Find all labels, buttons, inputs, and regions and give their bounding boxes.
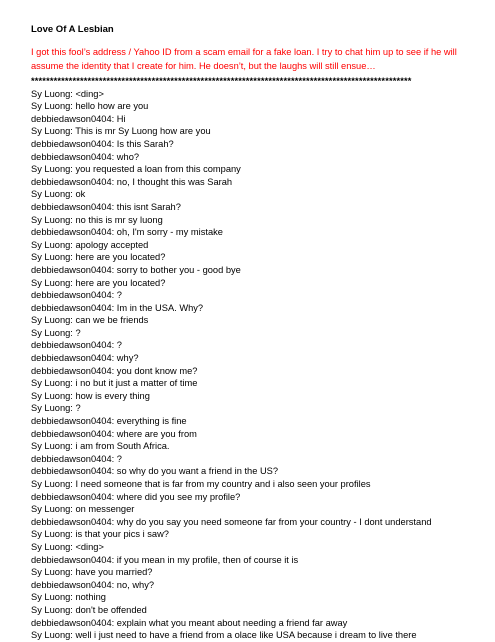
chat-line: Sy Luong: here are you located? <box>31 252 166 263</box>
document-title: Love Of A Lesbian <box>31 24 114 35</box>
chat-line: Sy Luong: can we be friends <box>31 315 149 326</box>
chat-line: debbiedawson0404: where are you from <box>31 428 197 439</box>
chat-line: Sy Luong: apology accepted <box>31 239 149 250</box>
chat-line: Sy Luong: i am from South Africa. <box>31 441 170 452</box>
chat-line: debbiedawson0404: ? <box>31 340 122 351</box>
chat-line: Sy Luong: <ding> <box>31 541 104 552</box>
chat-line: debbiedawson0404: if you mean in my profile, then of course it is <box>31 554 299 565</box>
chat-line: Sy Luong: i no but it just a matter of time <box>31 378 198 389</box>
chat-line: debbiedawson0404: why do you say you need someone far from your country - I dont understand <box>31 516 432 527</box>
chat-line: Sy Luong: how is every thing <box>31 390 150 401</box>
chat-line: Sy Luong: here are you located? <box>31 277 166 288</box>
chat-line: debbiedawson0404: ? <box>31 453 122 464</box>
chat-line: debbiedawson0404: everything is fine <box>31 416 187 427</box>
chat-line: Sy Luong: <ding> <box>31 88 104 99</box>
chat-line: Sy Luong: no this is mr sy luong <box>31 214 163 225</box>
chat-line: Sy Luong: well i just need to have a friend from a olace like USA because i dream to live there <box>31 630 417 641</box>
chat-line: Sy Luong: ? <box>31 327 81 338</box>
chat-line: Sy Luong: nothing <box>31 592 106 603</box>
chat-line: debbiedawson0404: no, I thought this was Sarah <box>31 176 233 187</box>
chat-line: debbiedawson0404: explain what you meant about needing a friend far away <box>31 617 348 628</box>
document-body <box>31 23 476 642</box>
chat-line: debbiedawson0404: sorry to bother you - good bye <box>31 264 241 275</box>
chat-line: debbiedawson0404: Im in the USA. Why? <box>31 302 204 313</box>
chat-line: debbiedawson0404: so why do you want a friend in the US? <box>31 466 279 477</box>
chat-line: debbiedawson0404: Hi <box>31 113 126 124</box>
chat-line: debbiedawson0404: oh, I'm sorry - my mistake <box>31 227 223 238</box>
chat-line: Sy Luong: don't be offended <box>31 604 147 615</box>
chat-line: Sy Luong: ? <box>31 403 81 414</box>
chat-line: Sy Luong: This is mr Sy Luong how are you <box>31 126 211 137</box>
chat-line: debbiedawson0404: ? <box>31 290 122 301</box>
intro-paragraph: I got this fool’s address / Yahoo ID from a scam email for a fake loan. I try to chat him up to see if he will assume the identity that I create for him. He doesn’t, but the laughs will still ensue… <box>31 47 457 71</box>
chat-transcript <box>31 88 476 642</box>
chat-line: Sy Luong: you requested a loan from this company <box>31 164 241 175</box>
asterisk-divider: ***************************************************************************************************** <box>31 76 412 86</box>
chat-line: debbiedawson0404: this isnt Sarah? <box>31 201 181 212</box>
chat-line: debbiedawson0404: why? <box>31 353 139 364</box>
chat-line: Sy Luong: hello how are you <box>31 101 149 112</box>
chat-line: debbiedawson0404: who? <box>31 151 140 162</box>
chat-line: debbiedawson0404: you dont know me? <box>31 365 198 376</box>
chat-line: debbiedawson0404: Is this Sarah? <box>31 138 174 149</box>
chat-line: debbiedawson0404: no, why? <box>31 579 155 590</box>
chat-line: Sy Luong: I need someone that is far from my country and i also seen your profiles <box>31 479 371 489</box>
chat-line: Sy Luong: on messenger <box>31 504 135 515</box>
chat-line: Sy Luong: ok <box>31 189 86 200</box>
chat-line: Sy Luong: is that your pics i saw? <box>31 529 169 540</box>
chat-line: Sy Luong: have you married? <box>31 567 153 578</box>
chat-line: debbiedawson0404: where did you see my profile? <box>31 491 241 502</box>
